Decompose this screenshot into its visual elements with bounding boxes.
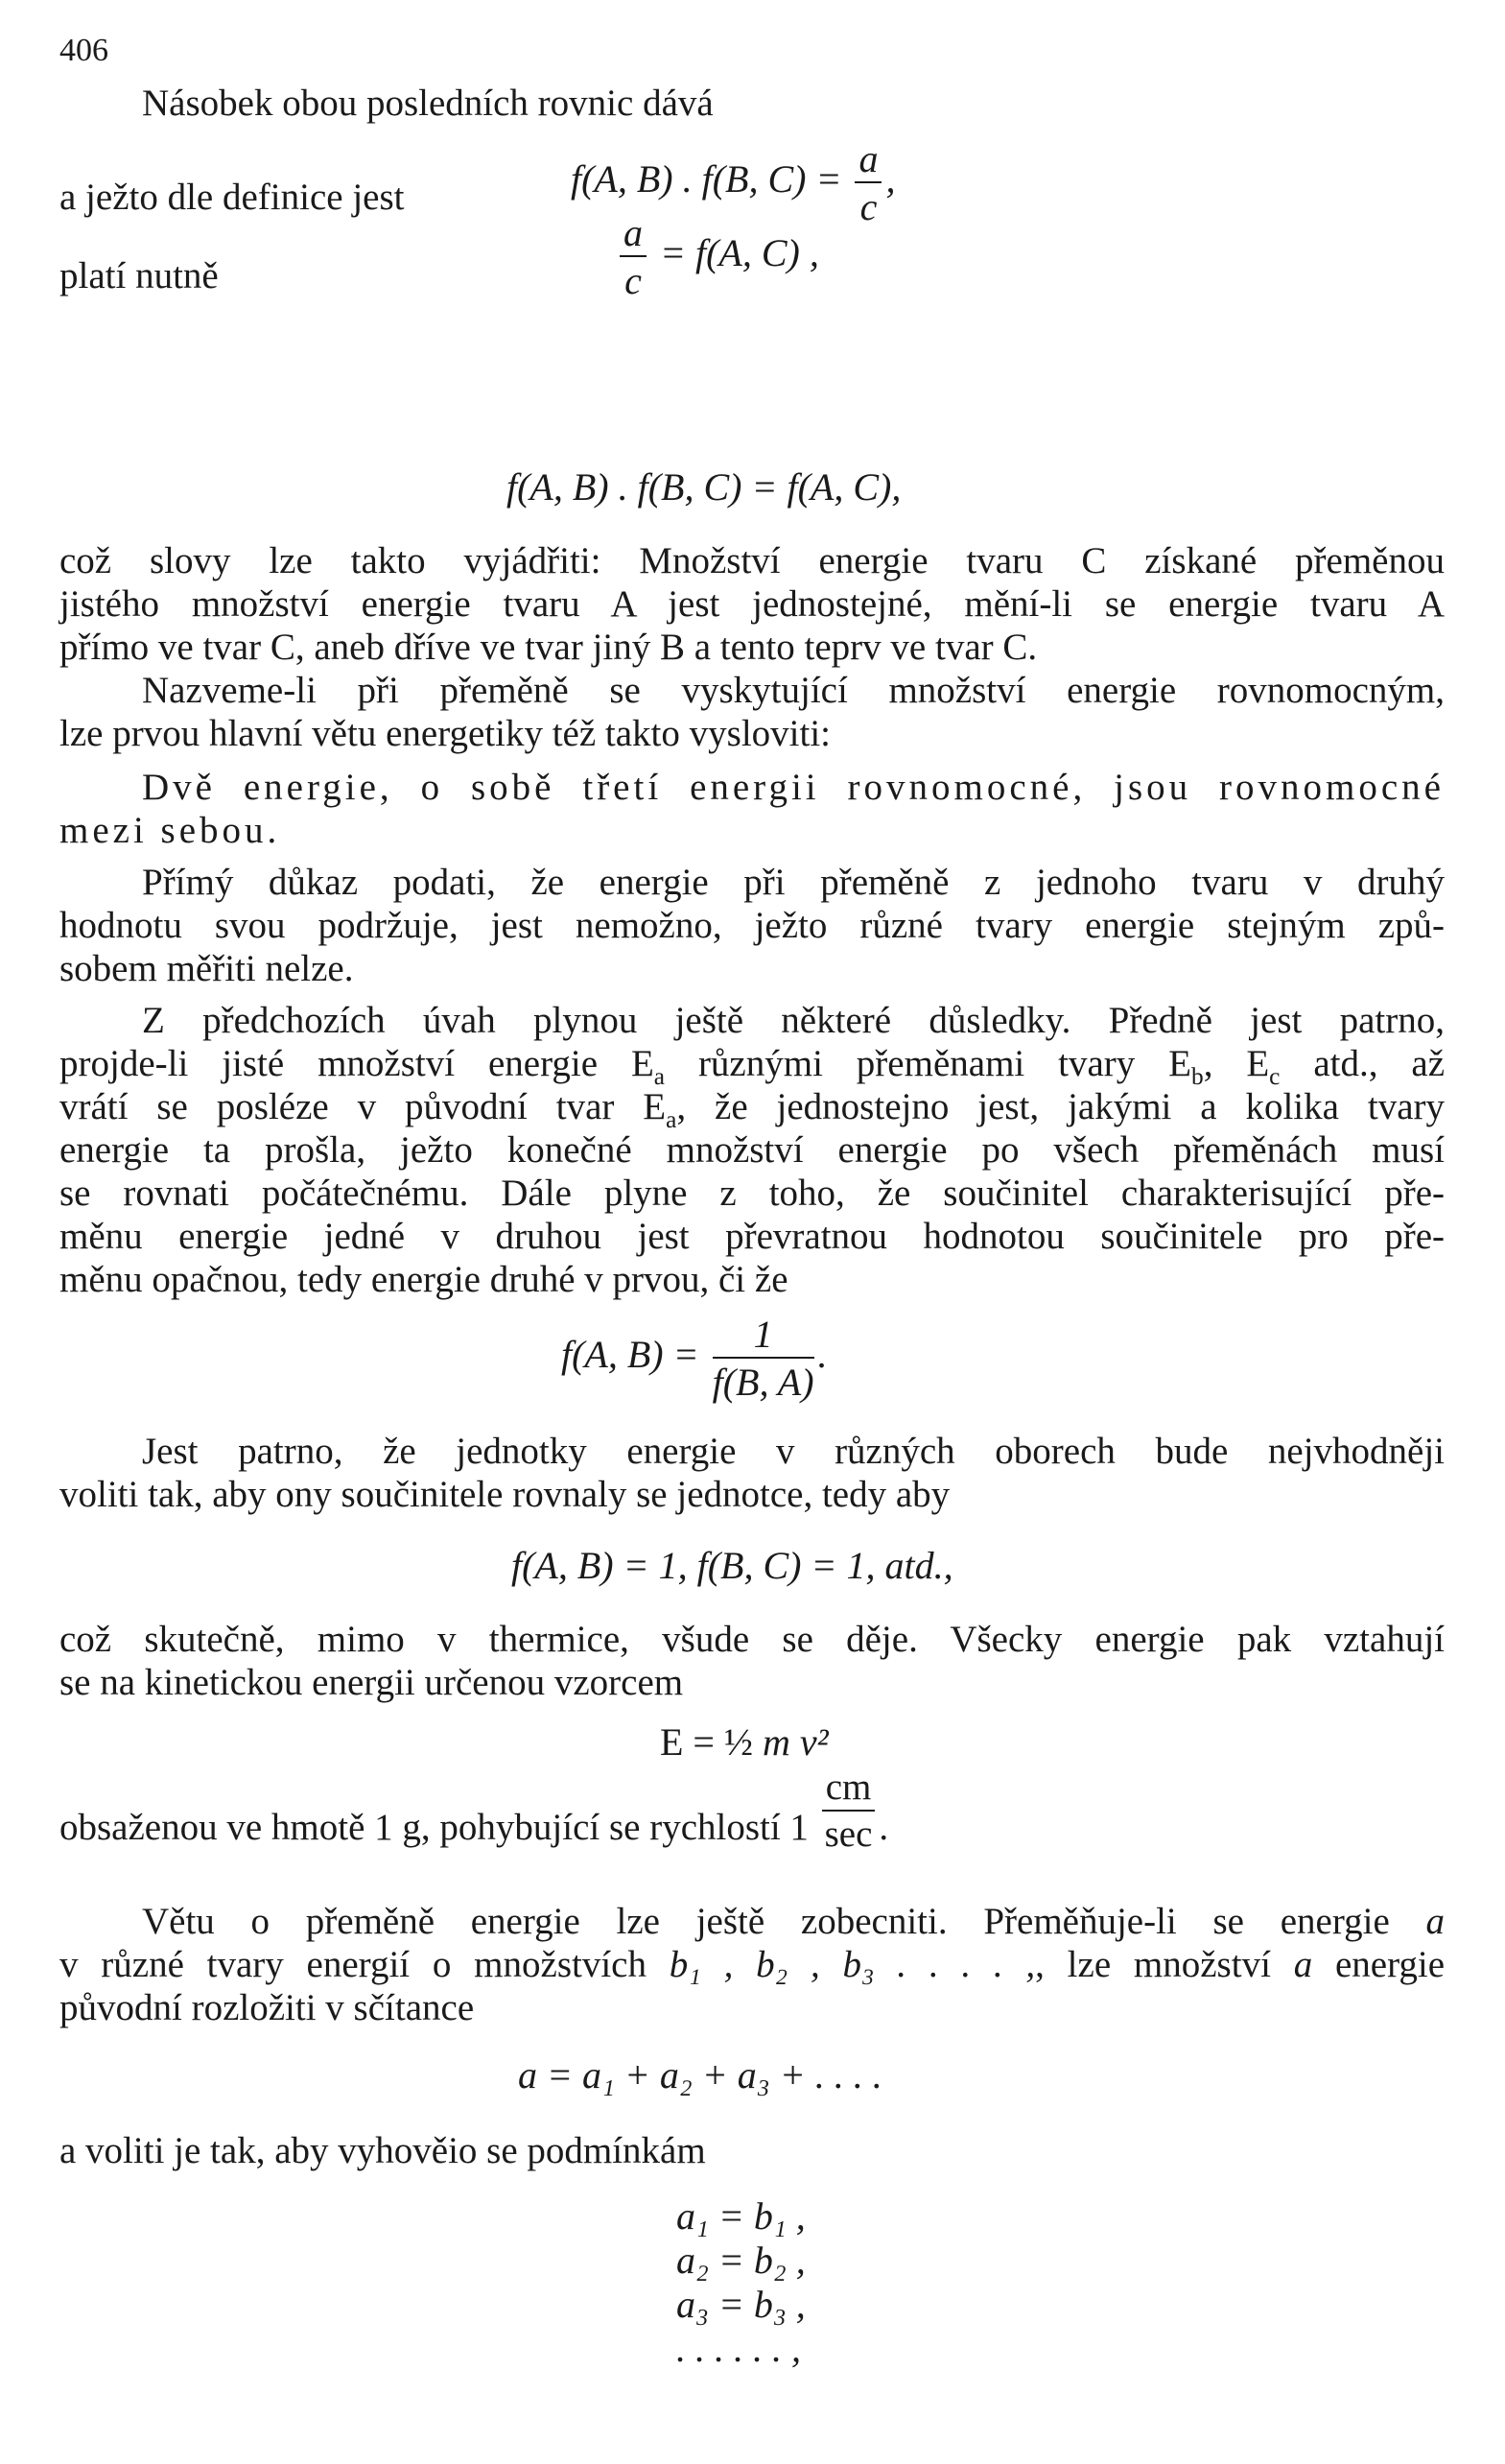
equation-reciprocal: f(A, B) = $\frac{1}{f(B, A)}$ . (561, 1313, 828, 1404)
text-line: Přímý důkaz podati, že energie při přeměně z jednoho tvaru v druhý (142, 862, 1445, 903)
condition-1: a₁ = b₁ , (676, 2194, 806, 2238)
text-line: původní rozložiti v sčítance (59, 1987, 475, 2028)
text-line: obsaženou ve hmotě 1 g, pohybující se rychlostí 1 $\frac{cm}{\sec}$ . (59, 1766, 889, 1855)
fraction: $\frac{1}{f(B, A)}$ (712, 1313, 814, 1404)
equation-left: f(A, B) . f(B, C) = (571, 157, 842, 201)
condition-3: a₃ = b₃ , (676, 2283, 806, 2326)
text-line: platí nutně (59, 255, 219, 296)
equation-sum: a = a₁ + a₂ + a₃ + . . . . (518, 2053, 882, 2097)
text-line: sobem měřiti nelze. (59, 948, 354, 989)
text-line: lze prvou hlavní větu energetiky též takto vysloviti: (59, 713, 831, 754)
text-line: a ježto dle definice jest (59, 177, 405, 218)
text-line: v různé tvary energií o množstvích b₁ , b₂ , b₃ . . . . ,, lze množství a energie (59, 1944, 1446, 1985)
condition-2: a₂ = b₂ , (676, 2239, 806, 2282)
text-line: energie ta prošla, ježto konečné množství energie po všech přeměnách musí (59, 1129, 1445, 1171)
text-line: a voliti je tak, aby vyhověio se podmínkám (59, 2130, 706, 2171)
text-line: Násobek obou posledních rovnic dává (142, 83, 714, 124)
equation-kinetic: E = ½ m v² (660, 1720, 829, 1764)
fraction: $\frac{a}{c}$ (855, 139, 882, 227)
text-line: voliti tak, aby ony součinitele rovnaly se jednotce, tedy aby (59, 1474, 951, 1515)
text-line: měnu energie jedné v druhou jest převratnou hodnotou součinitele pro pře- (59, 1216, 1445, 1257)
text-line: Nazveme-li při přeměně se vyskytující množství energie rovnomocným, (142, 670, 1445, 711)
fraction-unit: $\frac{cm}{\sec}$ (822, 1768, 876, 1855)
text-line: Z předchozích úvah plynou ještě některé důsledky. Předně jest patrno, (142, 1000, 1445, 1041)
text-line: se rovnati počátečnému. Dále plyne z toho, že součinitel charakterisující pře- (59, 1173, 1445, 1214)
text-line: se na kinetickou energii určenou vzorcem (59, 1662, 684, 1703)
equation-product: f(A, B) . f(B, C) = $\frac{a}{c}$ , (571, 137, 896, 228)
condition-4: . . . . . . , (676, 2327, 801, 2370)
text-line: Větu o přeměně energie lze ještě zobecniti. Přeměňuje-li se energie a (142, 1901, 1445, 1942)
fraction: $\frac{a}{c}$ (620, 213, 647, 301)
equation-result: f(A, B) . f(B, C) = f(A, C), (506, 465, 902, 509)
text-line: projde-li jisté množství energie $E_a$ různými přeměnami tvary $E_b$, $E_c$ atd., až (59, 1043, 1445, 1090)
text-line: Jest patrno, že jednotky energie v různých oborech bude nejvhodněji (142, 1431, 1445, 1472)
text-line: měnu opačnou, tedy energie druhé v prvou, či že (59, 1259, 788, 1300)
text-line: vrátí se posléze v původní tvar $E_a$, že jednostejno jest, jakými a kolika tvary (59, 1086, 1445, 1133)
text-line: což skutečně, mimo v thermice, všude se děje. Všecky energie pak vztahují (59, 1619, 1445, 1660)
text-line: což slovy lze takto vyjádřiti: Množství energie tvaru C získané přeměnou (59, 540, 1445, 581)
page-number: 406 (59, 33, 108, 68)
text-line: přímo ve tvar C, aneb dříve ve tvar jiný B a tento teprv ve tvar C. (59, 627, 1038, 668)
equation-definition: $\frac{a}{c}$ = f(A, C) , (616, 213, 819, 301)
text-line-emphasis: mezi sebou. (59, 810, 281, 851)
text-line: hodnotu svou podržuje, jest nemožno, ježto různé tvary energie stejným způ- (59, 905, 1445, 946)
equation-unity: f(A, B) = 1, f(B, C) = 1, atd., (511, 1544, 953, 1587)
text-line-emphasis: Dvě energie, o sobě třetí energii rovnomocné, jsou rovnomocné (142, 767, 1445, 808)
text-line: jistého množství energie tvaru A jest jednostejné, mění-li se energie tvaru A (59, 583, 1445, 625)
